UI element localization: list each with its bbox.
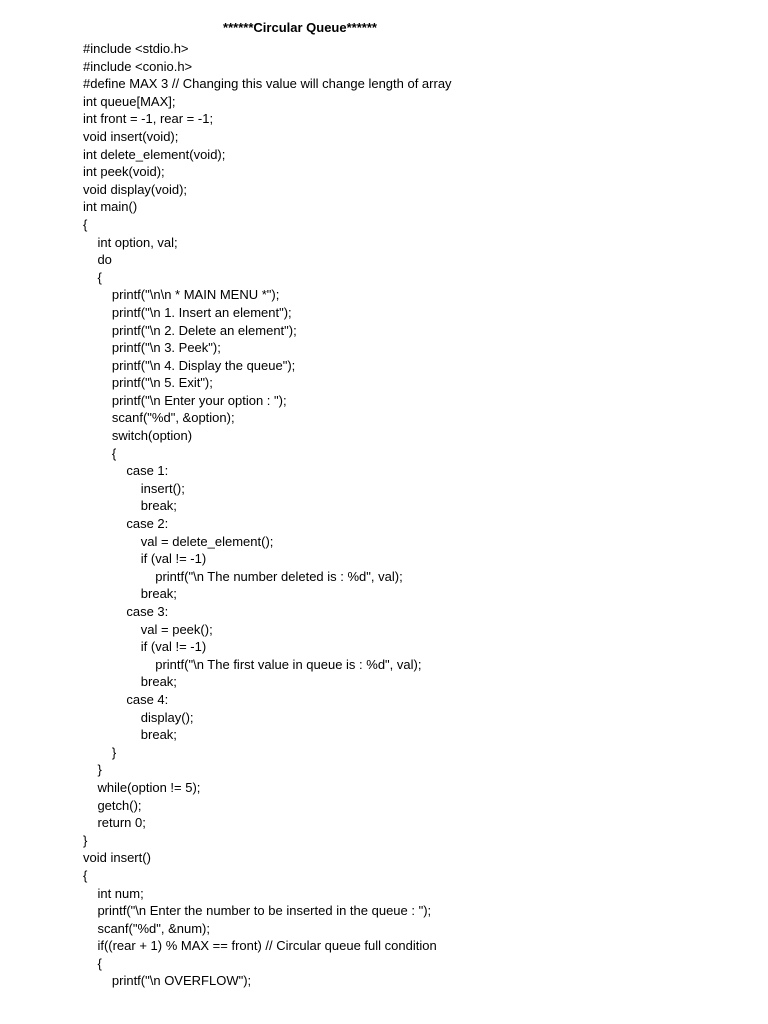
code-line: printf("\n 5. Exit");	[83, 375, 213, 391]
code-line: #include <stdio.h>	[83, 41, 189, 56]
code-listing	[83, 40, 452, 990]
code-line: }	[83, 832, 88, 848]
code-line: display();	[83, 709, 194, 725]
code-line: void insert()	[83, 850, 151, 866]
code-line: printf("\n The first value in queue is : %d", val);	[83, 656, 422, 672]
code-line: do	[83, 252, 112, 268]
code-line: if (val != -1)	[83, 639, 207, 655]
code-line: #include <conio.h>	[83, 58, 193, 74]
code-line: break;	[83, 498, 177, 514]
code-line: if((rear + 1) % MAX == front) // Circular queue full condition	[83, 938, 437, 954]
code-line: {	[83, 216, 88, 232]
code-line: int queue[MAX];	[83, 93, 176, 109]
code-line: #define MAX 3 // Changing this value will change length of array	[83, 76, 452, 92]
code-line: printf("\n 2. Delete an element");	[83, 322, 297, 338]
code-line: case 1:	[83, 463, 169, 479]
code-line: int peek(void);	[83, 164, 165, 180]
code-line: int option, val;	[83, 234, 178, 250]
code-line: if (val != -1)	[83, 551, 207, 567]
code-line: }	[83, 762, 102, 778]
code-line: printf("\n\n * MAIN MENU *");	[83, 287, 280, 303]
code-line: {	[83, 269, 102, 285]
code-line: break;	[83, 586, 177, 602]
code-line: }	[83, 744, 117, 760]
code-line: printf("\n Enter your option : ");	[83, 392, 287, 408]
code-line: insert();	[83, 480, 185, 496]
code-line: printf("\n 4. Display the queue");	[83, 357, 296, 373]
code-line: int delete_element(void);	[83, 146, 226, 162]
code-line: void insert(void);	[83, 128, 179, 144]
code-line: int front = -1, rear = -1;	[83, 111, 214, 127]
code-line: getch();	[83, 797, 142, 813]
code-line: scanf("%d", &num);	[83, 920, 210, 936]
code-line: void display(void);	[83, 181, 188, 197]
code-line: break;	[83, 727, 177, 743]
code-line: int num;	[83, 885, 144, 901]
code-line: printf("\n 1. Insert an element");	[83, 304, 292, 320]
code-line: case 4:	[83, 691, 169, 707]
code-line: case 2:	[83, 516, 169, 532]
code-line: case 3:	[83, 604, 169, 619]
code-line: while(option != 5);	[83, 779, 201, 795]
code-line: printf("\n 3. Peek");	[83, 340, 221, 356]
code-line: {	[83, 445, 117, 461]
code-line: int main()	[83, 199, 138, 215]
code-line: val = peek();	[83, 621, 213, 637]
code-line: return 0;	[83, 815, 146, 831]
code-line: printf("\n Enter the number to be inserted in the queue : ");	[83, 903, 432, 919]
code-line: {	[83, 955, 102, 971]
code-line: scanf("%d", &option);	[83, 410, 235, 426]
code-line: printf("\n OVERFLOW");	[83, 973, 252, 989]
code-line: val = delete_element();	[83, 533, 274, 549]
code-line: break;	[83, 674, 177, 690]
document-title: ******Circular Queue******	[223, 20, 377, 35]
code-line: switch(option)	[83, 428, 193, 444]
code-line: printf("\n The number deleted is : %d", val);	[83, 568, 403, 584]
code-line: {	[83, 867, 88, 883]
